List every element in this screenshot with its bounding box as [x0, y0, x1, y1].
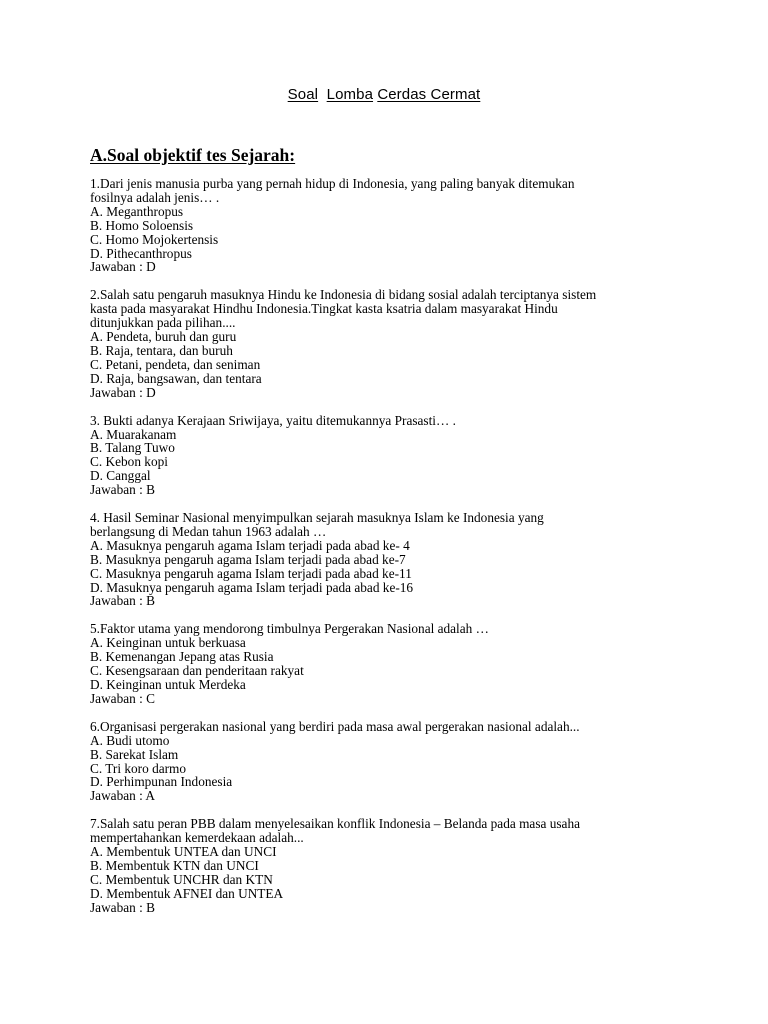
answer-option: B. Masuknya pengaruh agama Islam terjadi pada abad ke-7 [90, 551, 406, 567]
answer-option: A. Budi utomo [90, 732, 170, 748]
answer-option: B. Talang Tuwo [90, 440, 175, 456]
question-text: ditunjukkan pada pilihan.... [90, 315, 236, 331]
answer-key: Jawaban : B [90, 899, 155, 915]
answer-option: D. Pithecanthropus [90, 245, 192, 261]
answer-key: Jawaban : B [90, 593, 155, 609]
question-text: fosilnya adalah jenis… . [90, 189, 220, 205]
question-text: 5.Faktor utama yang mendorong timbulnya Pergerakan Nasional adalah … [90, 621, 489, 637]
answer-option: D. Perhimpunan Indonesia [90, 774, 233, 790]
answer-option: A. Membentuk UNTEA dan UNCI [90, 844, 277, 860]
question-block [90, 817, 690, 914]
answer-key: Jawaban : A [90, 788, 155, 804]
answer-option: C. Kebon kopi [90, 454, 168, 470]
question-text: 1.Dari jenis manusia purba yang pernah hidup di Indonesia, yang paling banyak ditemukan [90, 176, 575, 191]
question-text: mempertahankan kemerdekaan adalah... [90, 830, 304, 846]
question-block [90, 288, 690, 399]
question-block [90, 622, 690, 705]
title-word-lomba: Lomba [326, 86, 374, 103]
question-text: 3. Bukti adanya Kerajaan Sriwijaya, yaitu ditemukannya Prasasti… . [90, 412, 456, 428]
answer-option: D. Canggal [90, 468, 151, 484]
answer-option: A. Keinginan untuk berkuasa [90, 635, 246, 651]
document-title [0, 86, 768, 103]
answer-option: A. Muarakanam [90, 426, 177, 442]
answer-option: C. Masuknya pengaruh agama Islam terjadi pada abad ke-11 [90, 565, 412, 581]
question-list [90, 177, 690, 929]
question-block [90, 511, 690, 608]
question-text: kasta pada masyarakat Hindhu Indonesia.Tingkat kasta ksatria dalam masyarakat Hindu [90, 301, 558, 317]
answer-option: A. Meganthropus [90, 203, 184, 219]
question-block [90, 177, 690, 274]
question-text: 2.Salah satu pengaruh masuknya Hindu ke Indonesia di bidang sosial adalah terciptanya sistem [90, 287, 597, 303]
answer-option: A. Masuknya pengaruh agama Islam terjadi pada abad ke- 4 [90, 537, 410, 553]
answer-key: Jawaban : C [90, 690, 155, 706]
title-word-cerdas-cermat: Cerdas Cermat [377, 86, 481, 103]
title-word-soal: Soal [287, 86, 319, 103]
answer-option: B. Raja, tentara, dan buruh [90, 342, 233, 358]
answer-option: A. Pendeta, buruh dan guru [90, 329, 237, 345]
answer-option: C. Kesengsaraan dan penderitaan rakyat [90, 663, 304, 679]
answer-option: D. Keinginan untuk Merdeka [90, 677, 246, 692]
answer-option: B. Sarekat Islam [90, 746, 179, 762]
answer-option: B. Membentuk KTN dan UNCI [90, 857, 259, 873]
answer-option: D. Raja, bangsawan, dan tentara [90, 370, 262, 386]
answer-option: D. Masuknya pengaruh agama Islam terjadi pada abad ke-16 [90, 579, 414, 595]
answer-option: C. Homo Mojokertensis [90, 231, 219, 247]
answer-key: Jawaban : D [90, 384, 156, 400]
answer-key: Jawaban : B [90, 482, 155, 498]
question-text: 6.Organisasi pergerakan nasional yang berdiri pada masa awal pergerakan nasional adalah... [90, 718, 580, 734]
question-text: 4. Hasil Seminar Nasional menyimpulkan sejarah masuknya Islam ke Indonesia yang [90, 510, 544, 526]
section-heading: A.Soal objektif tes Sejarah: [90, 145, 296, 165]
answer-option: C. Tri koro darmo [90, 760, 187, 776]
answer-option: D. Membentuk AFNEI dan UNTEA [90, 885, 284, 901]
question-block [90, 414, 690, 497]
question-text: berlangsung di Medan tahun 1963 adalah … [90, 523, 327, 539]
question-text: 7.Salah satu peran PBB dalam menyelesaikan konflik Indonesia – Belanda pada masa usaha [90, 816, 580, 832]
question-block [90, 720, 690, 803]
answer-key: Jawaban : D [90, 259, 156, 275]
answer-option: C. Membentuk UNCHR dan KTN [90, 871, 273, 887]
answer-option: B. Homo Soloensis [90, 217, 194, 233]
answer-option: B. Kemenangan Jepang atas Rusia [90, 649, 274, 665]
answer-option: C. Petani, pendeta, dan seniman [90, 356, 261, 372]
